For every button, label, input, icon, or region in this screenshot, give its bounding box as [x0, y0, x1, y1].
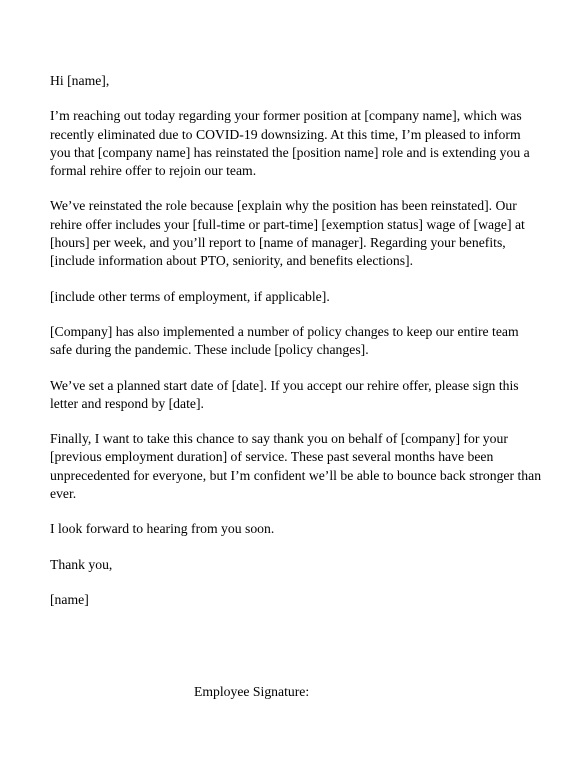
paragraph-offer-details: We’ve reinstated the role because [explain why the position has been reinstated]. Our rehire offer includes your [full-time or part-time] [exemption status] wage of [wage] at [hours] per week, and you’ll report to [name of manager]. Regarding your benefits, [include information about PTO, seniority, and benefits elections].	[50, 198, 525, 269]
sender-name: [name]	[50, 591, 89, 607]
letter-body	[50, 72, 542, 626]
greeting: Hi [name],	[50, 73, 110, 88]
employee-signature-label: Employee Signature:	[194, 684, 310, 699]
paragraph-start-date: We’ve set a planned start date of [date]. If you accept our rehire offer, please sign this letter and respond by [date].	[50, 377, 519, 411]
paragraph-closing-remark: I look forward to hearing from you soon.	[50, 521, 275, 537]
paragraph-intro: I’m reaching out today regarding your former position at [company name], which was recently eliminated due to COVID-19 downsizing. At this time, I’m pleased to inform you that [company name] has reinstated the [position name] role and is extending you a formal rehire offer to rejoin our team.	[50, 108, 530, 179]
paragraph-other-terms: [include other terms of employment, if applicable].	[50, 288, 330, 304]
closing: Thank you,	[50, 556, 113, 572]
paragraph-thanks: Finally, I want to take this chance to say thank you on behalf of [company] for your [previous employment duration] of service. These past several months have been unprecedented for everyone, but I’m confident we’ll be able to bounce back stronger than ever.	[50, 431, 542, 502]
paragraph-policy-changes: [Company] has also implemented a number of policy changes to keep our entire team safe during the pandemic. These include [policy changes].	[50, 323, 519, 358]
